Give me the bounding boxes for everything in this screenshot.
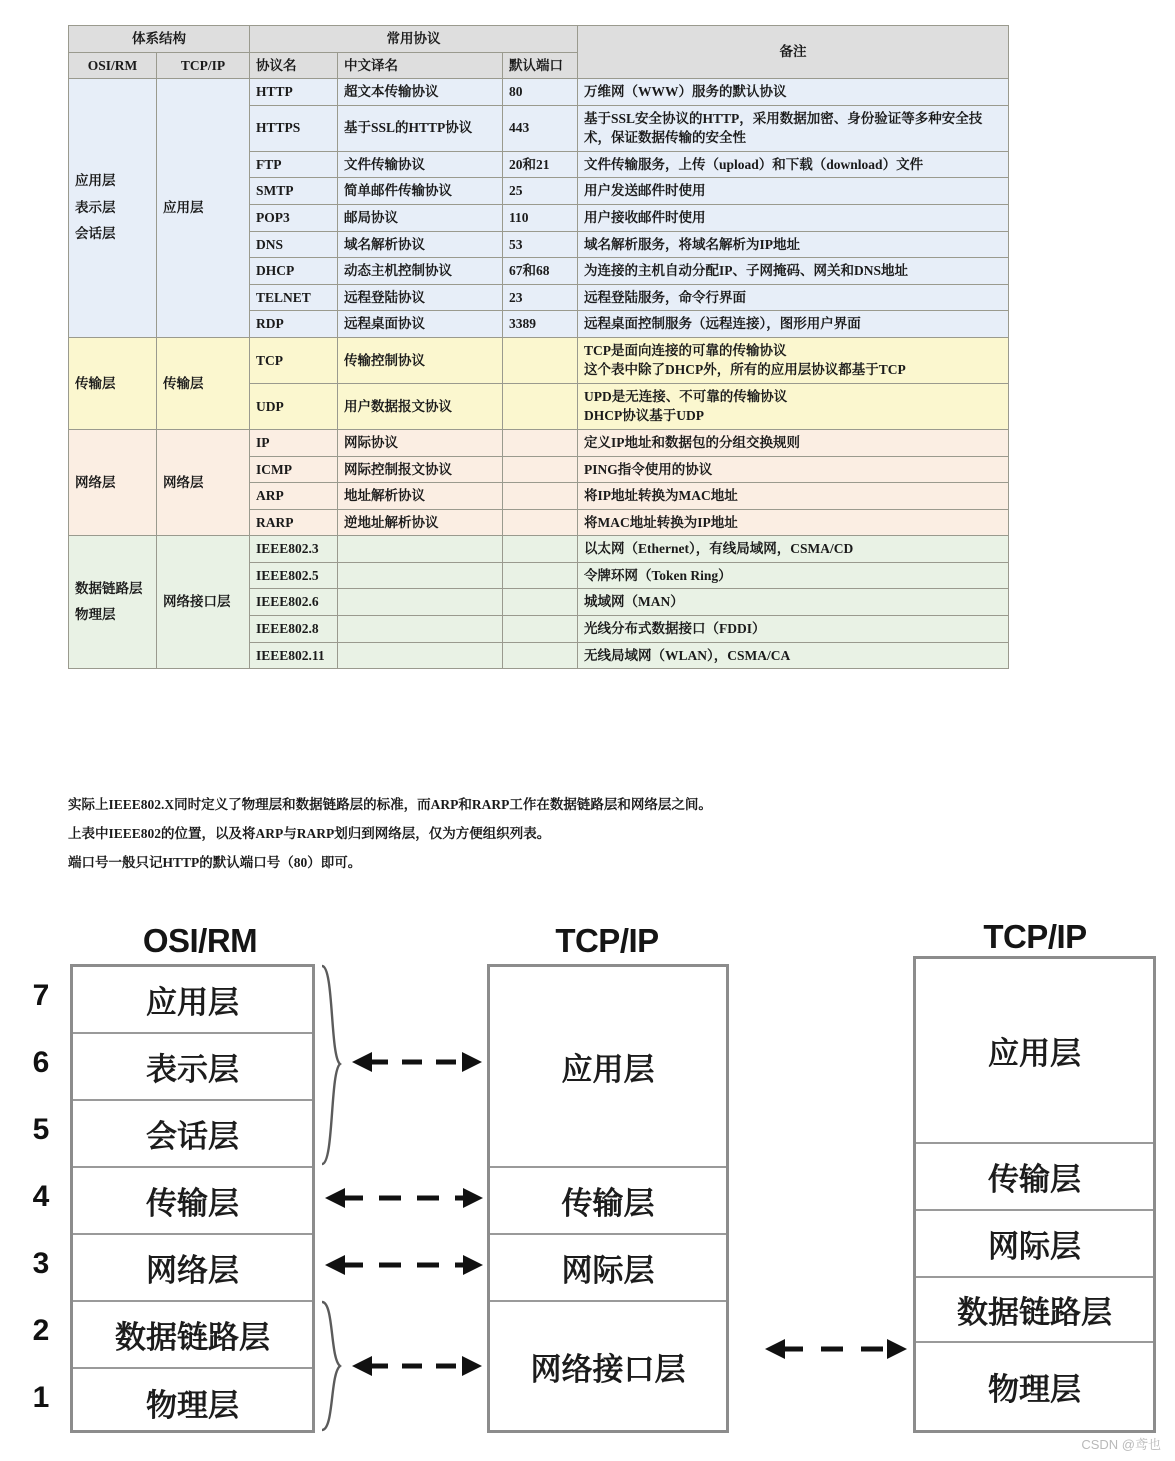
protocol-chinese-name [338, 615, 503, 642]
protocol-name: FTP [250, 151, 338, 178]
protocol-note: 将IP地址转换为MAC地址 [578, 483, 1009, 510]
protocol-name: TCP [250, 337, 338, 383]
tcpip-right-layer-physical: 物理层 [988, 1372, 1081, 1407]
protocol-name: IEEE802.6 [250, 589, 338, 616]
protocol-name: IP [250, 430, 338, 457]
protocol-note: 文件传输服务，上传（upload）和下载（download）文件 [578, 151, 1009, 178]
tcpip-right-layer-datalink: 数据链路层 [916, 1278, 1153, 1343]
protocol-port [503, 337, 578, 383]
protocol-note: 为连接的主机自动分配IP、子网掩码、网关和DNS地址 [578, 258, 1009, 285]
note-line: DHCP协议基于UDP [584, 408, 705, 424]
protocol-port: 80 [503, 79, 578, 106]
protocol-note: 以太网（Ethernet），有线局域网，CSMA/CD [578, 536, 1009, 563]
protocol-chinese-name: 简单邮件传输协议 [338, 178, 503, 205]
osi-layer-cell-datalink [69, 536, 157, 669]
protocol-note: 将MAC地址转换为IP地址 [578, 509, 1009, 536]
protocol-name: HTTP [250, 79, 338, 106]
protocol-port: 110 [503, 204, 578, 231]
header-default-port: 默认端口 [503, 52, 578, 79]
protocol-chinese-name: 用户数据报文协议 [338, 383, 503, 429]
osi-layer-network: 网络层 [73, 1235, 312, 1302]
tcpip-right-title: TCP/IP [983, 918, 1087, 955]
protocol-chinese-name: 传输控制协议 [338, 337, 503, 383]
osi-layer-label: 表示层 [75, 199, 116, 215]
protocol-chinese-name: 远程桌面协议 [338, 311, 503, 338]
tcpip-middle-layer-netinterface: 网络接口层 [530, 1351, 686, 1387]
protocol-chinese-name: 网际控制报文协议 [338, 456, 503, 483]
osi-layer-number-4: 4 [32, 1180, 50, 1213]
tcpip-middle-layer-internet: 网际层 [490, 1235, 726, 1302]
protocol-chinese-name [338, 589, 503, 616]
protocol-chinese-name: 邮局协议 [338, 204, 503, 231]
protocol-name: RARP [250, 509, 338, 536]
protocol-name: IEEE802.11 [250, 642, 338, 669]
protocol-name: ARP [250, 483, 338, 510]
osi-layer-cell-network: 网络层 [69, 430, 157, 536]
protocol-port [503, 430, 578, 457]
table-row [69, 337, 1009, 383]
protocol-note: 域名解析服务，将域名解析为IP地址 [578, 231, 1009, 258]
osi-layer-datalink: 数据链路层 [73, 1302, 312, 1369]
protocol-note: 令牌环网（Token Ring） [578, 562, 1009, 589]
layer-model-diagram [0, 900, 1175, 1461]
header-common-protocols: 常用协议 [250, 26, 578, 53]
protocol-note: 光线分布式数据接口（FDDI） [578, 615, 1009, 642]
header-protocol-name: 协议名 [250, 52, 338, 79]
protocol-chinese-name: 文件传输协议 [338, 151, 503, 178]
protocol-name: DNS [250, 231, 338, 258]
osi-layer-cell-transport: 传输层 [69, 337, 157, 429]
protocol-chinese-name: 超文本传输协议 [338, 79, 503, 106]
protocol-chinese-name [338, 642, 503, 669]
osi-layer-number-1: 1 [32, 1381, 50, 1414]
osi-layer-physical: 物理层 [146, 1387, 239, 1423]
protocol-name: IEEE802.5 [250, 562, 338, 589]
protocol-table-container [68, 25, 1008, 669]
protocol-name: POP3 [250, 204, 338, 231]
arrow-netinterface-link [352, 1352, 482, 1380]
protocol-chinese-name: 动态主机控制协议 [338, 258, 503, 285]
protocol-port [503, 383, 578, 429]
protocol-name: HTTPS [250, 105, 338, 151]
protocol-table [68, 25, 1009, 669]
osi-layer-label: 应用层 [75, 173, 116, 189]
protocol-name: IEEE802.3 [250, 536, 338, 563]
note-line: UPD是无连接、不可靠的传输协议 [584, 388, 788, 404]
protocol-chinese-name: 基于SSL的HTTP协议 [338, 105, 503, 151]
protocol-note [578, 337, 1009, 383]
protocol-note: 城域网（MAN） [578, 589, 1009, 616]
protocol-port: 20和21 [503, 151, 578, 178]
table-row [69, 79, 1009, 106]
protocol-port: 53 [503, 231, 578, 258]
protocol-chinese-name: 网际协议 [338, 430, 503, 457]
protocol-port [503, 456, 578, 483]
protocol-note: 基于SSL安全协议的HTTP，采用数据加密、身份验证等多种安全技术，保证数据传输的安全性 [578, 105, 1009, 151]
brace-application-group [318, 964, 352, 1168]
protocol-port: 3389 [503, 311, 578, 338]
protocol-note: 万维网（WWW）服务的默认协议 [578, 79, 1009, 106]
protocol-note: 定义IP地址和数据包的分组交换规则 [578, 430, 1009, 457]
protocol-port: 23 [503, 284, 578, 311]
tcpip-middle-layer-application: 应用层 [490, 967, 726, 1168]
tcpip-layer-cell-transport: 传输层 [157, 337, 250, 429]
protocol-name: SMTP [250, 178, 338, 205]
arrow-application-link [352, 1048, 482, 1076]
protocol-port [503, 589, 578, 616]
watermark: CSDN @鸢也 [1081, 1437, 1161, 1452]
tcpip-middle-stack [487, 964, 729, 1433]
table-row [69, 430, 1009, 457]
osi-layer-label: 物理层 [75, 607, 116, 623]
tcpip-right-layer-application: 应用层 [916, 959, 1153, 1144]
osi-layer-number-2: 2 [32, 1314, 50, 1347]
protocol-chinese-name [338, 562, 503, 589]
protocol-note: 用户接收邮件时使用 [578, 204, 1009, 231]
tcpip-right-layer-transport: 传输层 [916, 1144, 1153, 1211]
protocol-chinese-name: 域名解析协议 [338, 231, 503, 258]
osi-layer-label: 会话层 [75, 226, 116, 242]
osi-column-title: OSI/RM [142, 922, 258, 959]
osi-layer-number-6: 6 [32, 1046, 50, 1079]
protocol-port: 25 [503, 178, 578, 205]
note-line: 这个表中除了DHCP外，所有的应用层协议都基于TCP [584, 362, 906, 378]
tcpip-middle-layer-transport: 传输层 [490, 1168, 726, 1235]
osi-layer-session: 会话层 [73, 1101, 312, 1168]
protocol-note: 远程登陆服务，命令行界面 [578, 284, 1009, 311]
protocol-name: DHCP [250, 258, 338, 285]
footnote: 端口号一般只记HTTP的默认端口号（80）即可。 [68, 855, 362, 871]
protocol-note: 远程桌面控制服务（远程连接），图形用户界面 [578, 311, 1009, 338]
protocol-chinese-name: 远程登陆协议 [338, 284, 503, 311]
protocol-port [503, 562, 578, 589]
header-tcpip: TCP/IP [157, 52, 250, 79]
table-header-top-row [69, 26, 1009, 53]
protocol-note: PING指令使用的协议 [578, 456, 1009, 483]
protocol-port: 67和68 [503, 258, 578, 285]
protocol-port [503, 483, 578, 510]
protocol-port [503, 509, 578, 536]
tcpip-layer-cell-datalink: 网络接口层 [157, 536, 250, 669]
protocol-chinese-name: 逆地址解析协议 [338, 509, 503, 536]
header-remarks: 备注 [578, 26, 1009, 79]
osi-layer-number-3: 3 [32, 1247, 50, 1280]
osi-layer-transport: 传输层 [73, 1168, 312, 1235]
osi-layer-cell-application [69, 79, 157, 338]
protocol-name: UDP [250, 383, 338, 429]
protocol-port [503, 615, 578, 642]
tcpip-middle-title: TCP/IP [555, 922, 659, 959]
arrow-tcpip-mapping [765, 1335, 907, 1363]
osi-layer-label: 数据链路层 [75, 580, 143, 596]
tcpip-right-stack [913, 956, 1156, 1433]
protocol-name: ICMP [250, 456, 338, 483]
protocol-chinese-name: 地址解析协议 [338, 483, 503, 510]
footnote: 实际上IEEE802.X同时定义了物理层和数据链路层的标准，而ARP和RARP工作在数据链路层和网络层之间。 [68, 797, 712, 812]
table-row [69, 536, 1009, 563]
protocol-name: RDP [250, 311, 338, 338]
protocol-port [503, 536, 578, 563]
brace-datalink-group [318, 1300, 352, 1434]
osi-layer-presentation: 表示层 [73, 1034, 312, 1101]
tcpip-layer-cell-network: 网络层 [157, 430, 250, 536]
osi-layer-application: 应用层 [73, 967, 312, 1034]
osi-layer-number-5: 5 [32, 1113, 50, 1146]
protocol-chinese-name [338, 536, 503, 563]
tcpip-layer-cell-application: 应用层 [157, 79, 250, 338]
osi-layer-number-7: 7 [32, 979, 50, 1012]
protocol-port [503, 642, 578, 669]
protocol-name: TELNET [250, 284, 338, 311]
protocol-note: 用户发送邮件时使用 [578, 178, 1009, 205]
table-footnotes [68, 790, 1008, 877]
arrow-transport-link [325, 1184, 483, 1212]
protocol-note [578, 383, 1009, 429]
note-line: TCP是面向连接的可靠的传输协议 [584, 342, 787, 358]
tcpip-right-layer-internet: 网际层 [916, 1211, 1153, 1278]
arrow-network-link [325, 1251, 483, 1279]
header-architecture: 体系结构 [69, 26, 250, 53]
protocol-note: 无线局域网（WLAN），CSMA/CA [578, 642, 1009, 669]
header-osi: OSI/RM [69, 52, 157, 79]
header-chinese-name: 中文译名 [338, 52, 503, 79]
protocol-port: 443 [503, 105, 578, 151]
osi-stack [70, 964, 315, 1433]
footnote: 上表中IEEE802的位置，以及将ARP与RARP划归到网络层，仅为方便组织列表。 [68, 826, 551, 842]
protocol-name: IEEE802.8 [250, 615, 338, 642]
